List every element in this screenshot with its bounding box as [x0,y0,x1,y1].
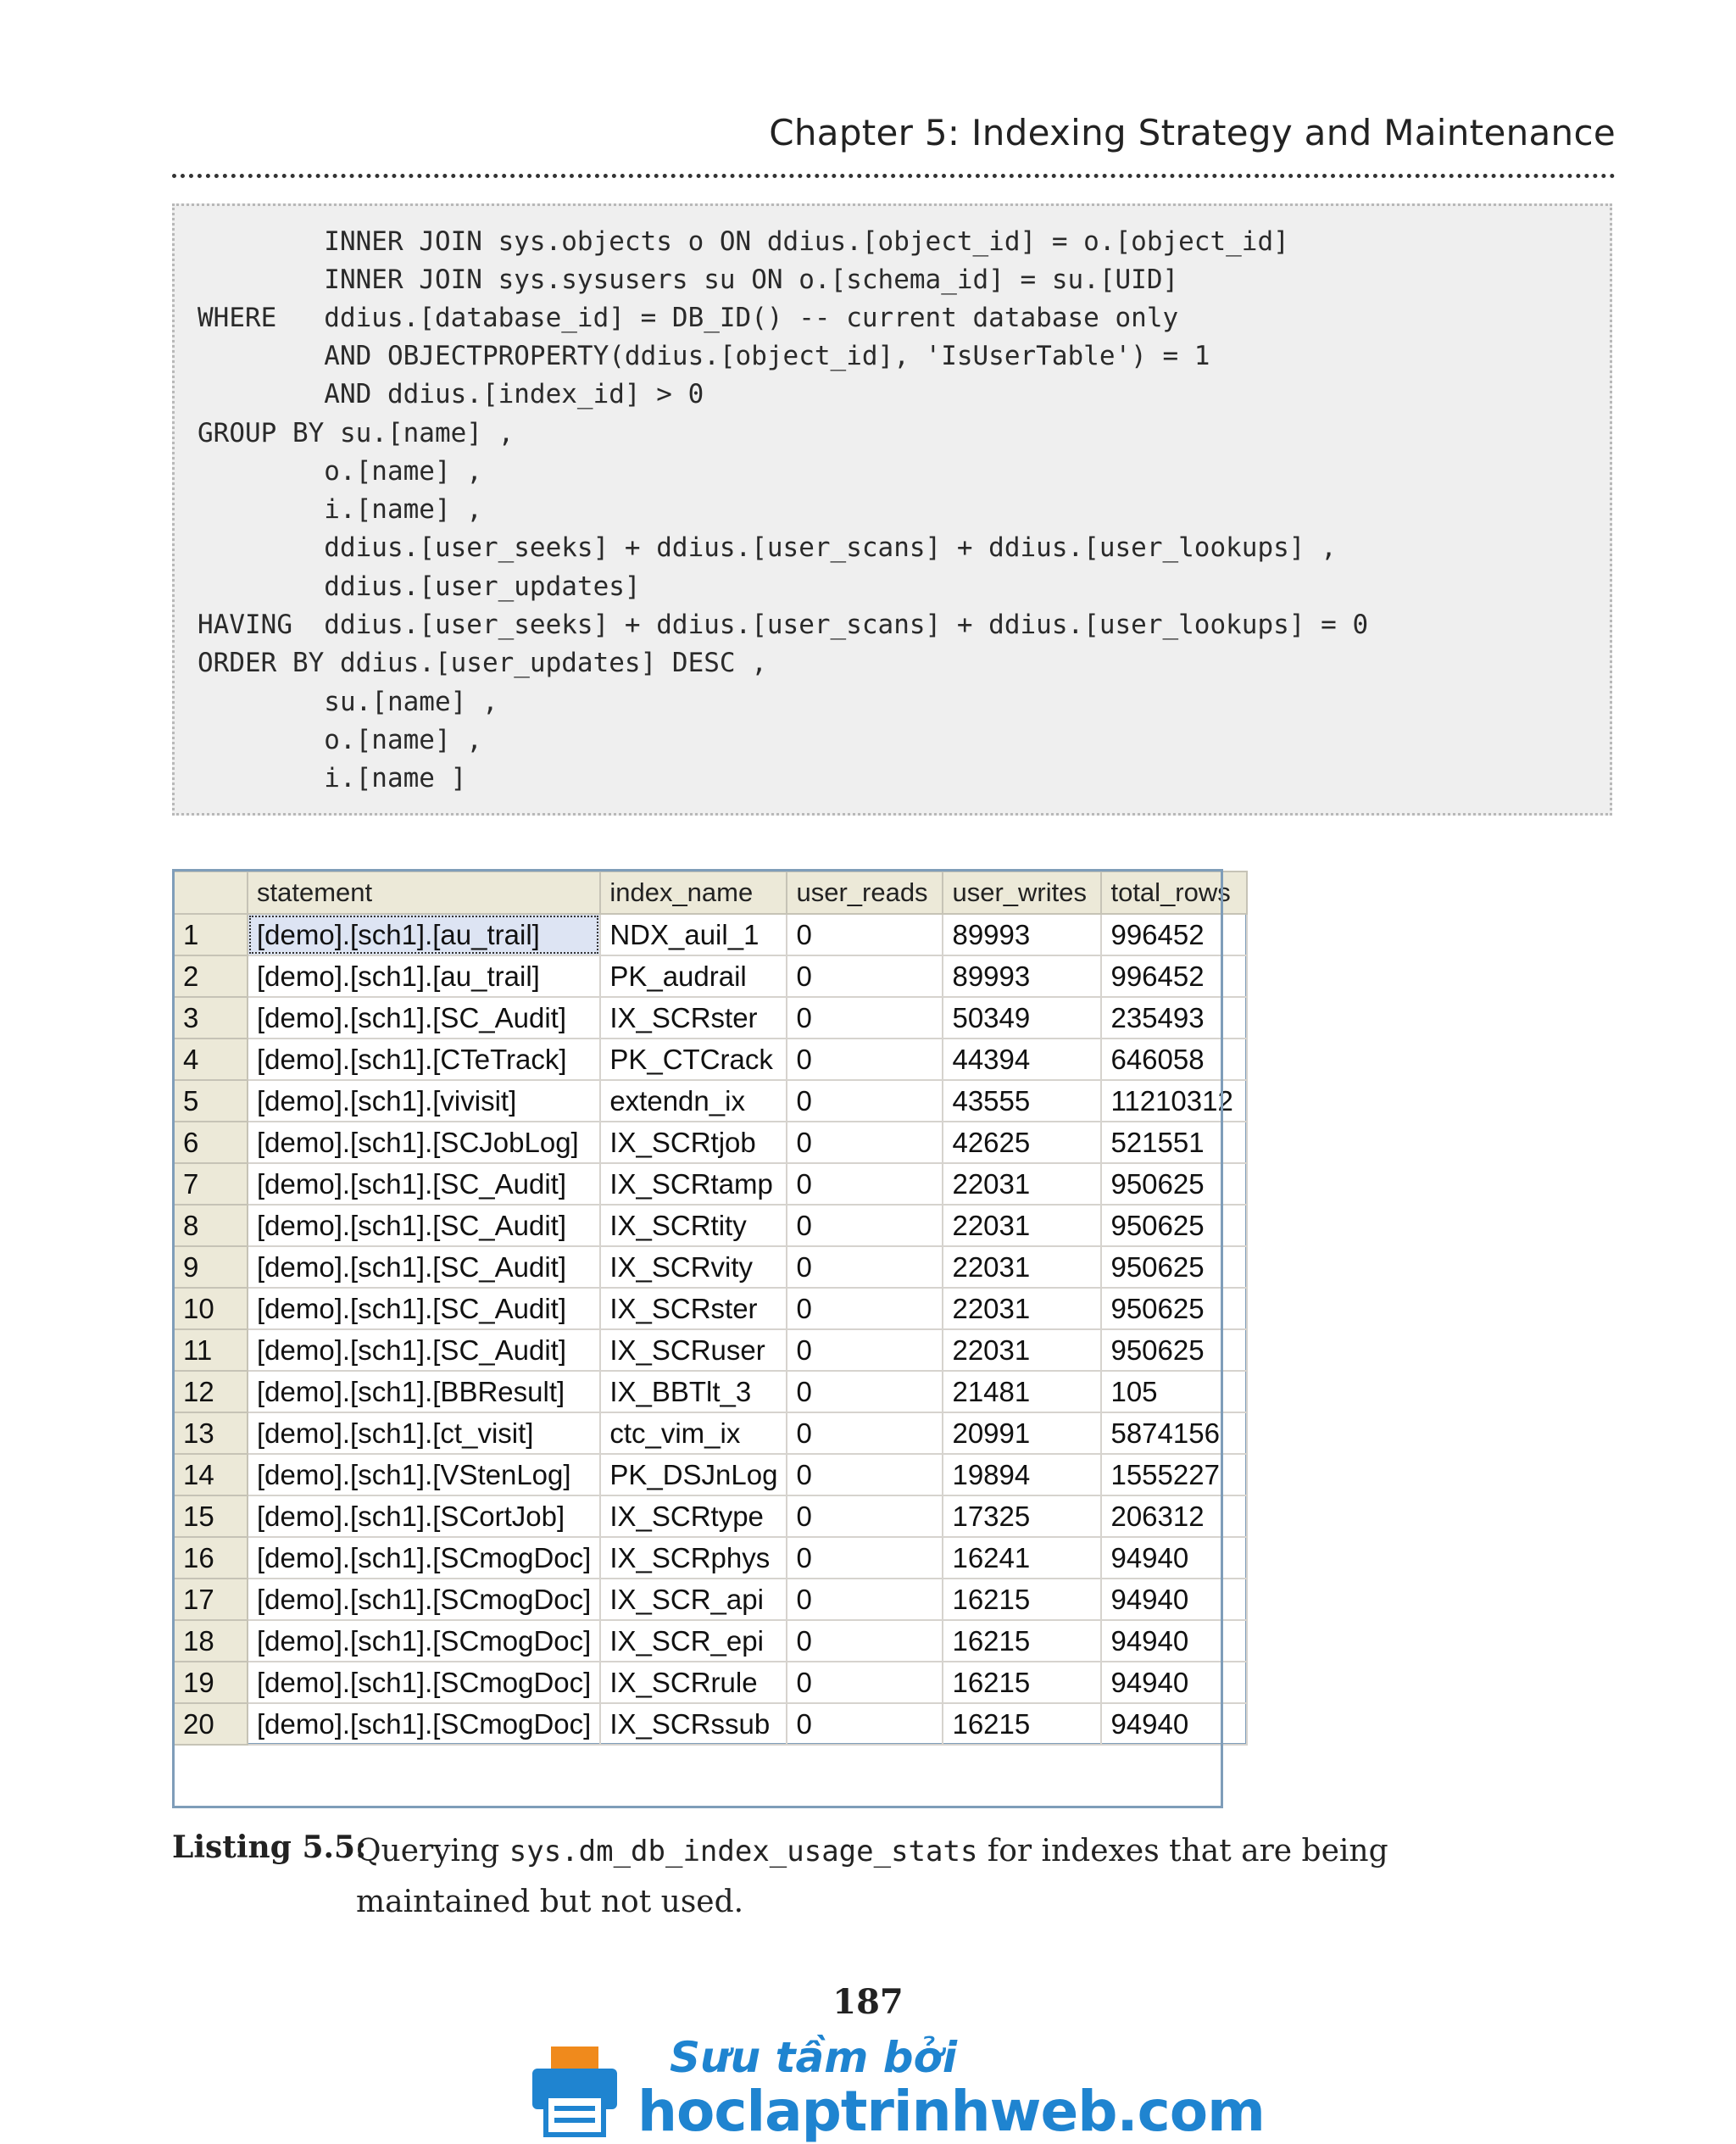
row-number-cell[interactable]: 9 [174,1246,248,1288]
index-name-cell[interactable]: PK_audrail [600,955,787,997]
user-reads-cell[interactable]: 0 [787,1371,943,1412]
code-line: i.[name ] [198,763,467,794]
statement-cell[interactable]: [demo].[sch1].[SC_Audit] [248,1246,600,1288]
total-rows-cell[interactable]: 521551 [1101,1122,1247,1163]
index-name-cell[interactable]: ctc_vim_ix [600,1412,787,1454]
statement-cell[interactable]: [demo].[sch1].[VStenLog] [248,1454,600,1495]
row-number-cell[interactable]: 10 [174,1288,248,1329]
user-writes-cell[interactable]: 16215 [943,1703,1101,1745]
index-name-cell[interactable]: IX_SCRvity [600,1246,787,1288]
user-writes-cell[interactable]: 22031 [943,1246,1101,1288]
index-name-cell[interactable]: IX_BBTlt_3 [600,1371,787,1412]
row-number-cell[interactable]: 6 [174,1122,248,1163]
table-row[interactable] [174,1620,1247,1662]
user-writes-cell[interactable]: 22031 [943,1329,1101,1371]
total-rows-cell[interactable]: 950625 [1101,1163,1247,1205]
row-number-header[interactable] [174,872,248,914]
row-number-cell[interactable]: 12 [174,1371,248,1412]
user-writes-cell[interactable]: 22031 [943,1205,1101,1246]
row-number-cell[interactable]: 19 [174,1662,248,1703]
code-line: GROUP BY su.[name] , [198,418,515,448]
code-line: INNER JOIN sys.sysusers su ON o.[schema_id] = su.[UID] [198,265,1179,295]
user-writes-cell[interactable]: 22031 [943,1163,1101,1205]
user-reads-cell[interactable]: 0 [787,914,943,955]
row-number-cell[interactable]: 15 [174,1495,248,1537]
statement-cell[interactable]: [demo].[sch1].[SC_Audit] [248,1329,600,1371]
total-rows-cell[interactable]: 950625 [1101,1205,1247,1246]
column-header-user-reads[interactable]: user_reads [787,872,943,914]
code-listing [172,203,1612,816]
table-row[interactable] [174,1495,1247,1537]
total-rows-cell[interactable]: 94940 [1101,1620,1247,1662]
index-name-cell[interactable]: PK_DSJnLog [600,1454,787,1495]
row-number-cell[interactable]: 3 [174,997,248,1039]
user-writes-cell[interactable]: 44394 [943,1039,1101,1080]
table-row[interactable] [174,1703,1247,1745]
listing-label: Listing 5.5: [172,1829,367,1865]
watermark-site-name: hoclaptrinhweb.com [637,2079,1265,2144]
code-line: AND ddius.[index_id] > 0 [198,379,704,409]
statement-cell[interactable]: [demo].[sch1].[SCmogDoc] [248,1662,600,1703]
user-reads-cell[interactable]: 0 [787,1122,943,1163]
user-writes-cell[interactable]: 21481 [943,1371,1101,1412]
total-rows-cell[interactable]: 5874156 [1101,1412,1247,1454]
user-reads-cell[interactable]: 0 [787,1080,943,1122]
index-name-cell[interactable]: IX_SCR_api [600,1579,787,1620]
total-rows-cell[interactable]: 94940 [1101,1579,1247,1620]
row-number-cell[interactable]: 7 [174,1163,248,1205]
total-rows-cell[interactable]: 950625 [1101,1288,1247,1329]
user-writes-cell[interactable]: 16215 [943,1579,1101,1620]
row-number-cell[interactable]: 4 [174,1039,248,1080]
index-name-cell[interactable]: IX_SCRtamp [600,1163,787,1205]
index-name-cell[interactable]: IX_SCRtype [600,1495,787,1537]
table-row[interactable] [174,1205,1247,1246]
printer-logo-icon [529,2043,620,2138]
column-header-statement[interactable]: statement [248,872,600,914]
total-rows-cell[interactable]: 950625 [1101,1329,1247,1371]
table-row[interactable] [174,1329,1247,1371]
table-row[interactable] [174,1371,1247,1412]
index-name-cell[interactable]: PK_CTCrack [600,1039,787,1080]
code-line: ORDER BY ddius.[user_updates] DESC , [198,648,767,678]
row-number-cell[interactable]: 18 [174,1620,248,1662]
user-writes-cell[interactable]: 22031 [943,1288,1101,1329]
user-writes-cell[interactable]: 16215 [943,1662,1101,1703]
user-reads-cell[interactable]: 0 [787,1246,943,1288]
total-rows-cell[interactable]: 94940 [1101,1662,1247,1703]
total-rows-cell[interactable]: 1555227 [1101,1454,1247,1495]
table-row[interactable] [174,997,1247,1039]
user-reads-cell[interactable]: 0 [787,1288,943,1329]
user-reads-cell[interactable]: 0 [787,1412,943,1454]
user-reads-cell[interactable]: 0 [787,997,943,1039]
index-name-cell[interactable]: extendn_ix [600,1080,787,1122]
row-number-cell[interactable]: 11 [174,1329,248,1371]
statement-cell[interactable]: [demo].[sch1].[SCmogDoc] [248,1579,600,1620]
total-rows-cell[interactable]: 11210312 [1101,1080,1247,1122]
code-line: AND OBJECTPROPERTY(ddius.[object_id], 'IsUserTable') = 1 [198,341,1210,371]
total-rows-cell[interactable]: 105 [1101,1371,1247,1412]
column-header-user-writes[interactable]: user_writes [943,872,1101,914]
user-reads-cell[interactable]: 0 [787,1620,943,1662]
total-rows-cell[interactable]: 206312 [1101,1495,1247,1537]
statement-cell[interactable]: [demo].[sch1].[au_trail] [248,955,600,997]
total-rows-cell[interactable]: 235493 [1101,997,1247,1039]
total-rows-cell[interactable]: 94940 [1101,1703,1247,1745]
table-row[interactable] [174,914,1247,955]
statement-cell[interactable]: [demo].[sch1].[CTeTrack] [248,1039,600,1080]
user-reads-cell[interactable]: 0 [787,1537,943,1579]
row-number-cell[interactable]: 8 [174,1205,248,1246]
code-line: ddius.[user_updates] [198,571,641,602]
user-reads-cell[interactable]: 0 [787,1703,943,1745]
statement-cell[interactable]: [demo].[sch1].[au_trail] [248,914,600,955]
code-line: WHERE ddius.[database_id] = DB_ID() -- current database only [198,303,1179,333]
caption-text-before: Querying [356,1834,509,1868]
user-writes-cell[interactable]: 42625 [943,1122,1101,1163]
user-reads-cell[interactable]: 0 [787,1329,943,1371]
row-number-cell[interactable]: 20 [174,1703,248,1745]
user-writes-cell[interactable]: 19894 [943,1454,1101,1495]
table-row[interactable] [174,955,1247,997]
user-reads-cell[interactable]: 0 [787,1662,943,1703]
user-writes-cell[interactable]: 20991 [943,1412,1101,1454]
code-line: su.[name] , [198,687,498,717]
listing-caption [356,1826,1458,1928]
user-reads-cell[interactable]: 0 [787,955,943,997]
index-name-cell[interactable]: IX_SCRphys [600,1537,787,1579]
table-row[interactable] [174,1537,1247,1579]
total-rows-cell[interactable]: 94940 [1101,1537,1247,1579]
code-line: i.[name] , [198,494,482,525]
table-row[interactable] [174,1412,1247,1454]
total-rows-cell[interactable]: 996452 [1101,955,1247,997]
statement-cell[interactable]: [demo].[sch1].[vivisit] [248,1080,600,1122]
statement-cell[interactable]: [demo].[sch1].[ct_visit] [248,1412,600,1454]
index-name-cell[interactable]: IX_SCRtjob [600,1122,787,1163]
user-reads-cell[interactable]: 0 [787,1205,943,1246]
user-writes-cell[interactable]: 89993 [943,955,1101,997]
user-writes-cell[interactable]: 16215 [943,1620,1101,1662]
header-divider [172,174,1616,178]
statement-cell[interactable]: [demo].[sch1].[SCortJob] [248,1495,600,1537]
code-line: INNER JOIN sys.objects o ON ddius.[object_id] = o.[object_id] [198,226,1289,257]
user-writes-cell[interactable]: 50349 [943,997,1101,1039]
page-number: 187 [832,1982,904,2022]
code-line: o.[name] , [198,725,482,755]
row-number-cell[interactable]: 1 [174,914,248,955]
chapter-title: Chapter 5: Indexing Strategy and Maintenance [769,112,1616,153]
code-line: ddius.[user_seeks] + ddius.[user_scans] + ddius.[user_lookups] , [198,532,1337,563]
index-name-cell[interactable]: IX_SCRtity [600,1205,787,1246]
table-row[interactable] [174,1288,1247,1329]
total-rows-cell[interactable]: 950625 [1101,1246,1247,1288]
index-name-cell[interactable]: NDX_auil_1 [600,914,787,955]
statement-cell[interactable]: [demo].[sch1].[SC_Audit] [248,1288,600,1329]
code-line: HAVING ddius.[user_seeks] + ddius.[user_scans] + ddius.[user_lookups] = 0 [198,610,1369,640]
user-reads-cell[interactable]: 0 [787,1039,943,1080]
user-reads-cell[interactable]: 0 [787,1579,943,1620]
caption-text-after: for indexes that are being maintained but not used. [356,1834,1388,1919]
statement-cell[interactable]: [demo].[sch1].[BBResult] [248,1371,600,1412]
index-name-cell[interactable]: IX_SCRrule [600,1662,787,1703]
total-rows-cell[interactable]: 646058 [1101,1039,1247,1080]
column-header-total-rows[interactable]: total_rows [1101,872,1247,914]
user-reads-cell[interactable]: 0 [787,1163,943,1205]
user-writes-cell[interactable]: 16241 [943,1537,1101,1579]
table-row[interactable] [174,1163,1247,1205]
column-header-index-name[interactable]: index_name [600,872,787,914]
table-row[interactable] [174,1039,1247,1080]
statement-cell[interactable]: [demo].[sch1].[SCmogDoc] [248,1703,600,1745]
index-name-cell[interactable]: IX_SCRuser [600,1329,787,1371]
table-row[interactable] [174,1122,1247,1163]
user-writes-cell[interactable]: 43555 [943,1080,1101,1122]
user-reads-cell[interactable]: 0 [787,1454,943,1495]
index-name-cell[interactable]: IX_SCRster [600,997,787,1039]
table-row[interactable] [174,1662,1247,1703]
row-number-cell[interactable]: 16 [174,1537,248,1579]
statement-cell[interactable]: [demo].[sch1].[SC_Audit] [248,1163,600,1205]
user-writes-cell[interactable]: 17325 [943,1495,1101,1537]
statement-cell[interactable]: [demo].[sch1].[SCmogDoc] [248,1537,600,1579]
statement-cell[interactable]: [demo].[sch1].[SC_Audit] [248,997,600,1039]
user-reads-cell[interactable]: 0 [787,1495,943,1537]
row-number-cell[interactable]: 13 [174,1412,248,1454]
total-rows-cell[interactable]: 996452 [1101,914,1247,955]
statement-cell[interactable]: [demo].[sch1].[SCmogDoc] [248,1620,600,1662]
row-number-cell[interactable]: 2 [174,955,248,997]
index-name-cell[interactable]: IX_SCR_epi [600,1620,787,1662]
statement-cell[interactable]: [demo].[sch1].[SC_Audit] [248,1205,600,1246]
index-name-cell[interactable]: IX_SCRssub [600,1703,787,1745]
row-number-cell[interactable]: 5 [174,1080,248,1122]
table-row[interactable] [174,1454,1247,1495]
row-number-cell[interactable]: 14 [174,1454,248,1495]
index-name-cell[interactable]: IX_SCRster [600,1288,787,1329]
statement-cell[interactable]: [demo].[sch1].[SCJobLog] [248,1122,600,1163]
user-writes-cell[interactable]: 89993 [943,914,1101,955]
results-grid[interactable] [173,871,1248,1746]
grid-header-row [174,872,1247,914]
table-row[interactable] [174,1579,1247,1620]
caption-code: sys.dm_db_index_usage_stats [509,1835,978,1868]
code-line: o.[name] , [198,456,482,487]
table-row[interactable] [174,1080,1247,1122]
table-row[interactable] [174,1246,1247,1288]
row-number-cell[interactable]: 17 [174,1579,248,1620]
watermark-tagline: Sưu tầm bởi [670,2033,958,2082]
